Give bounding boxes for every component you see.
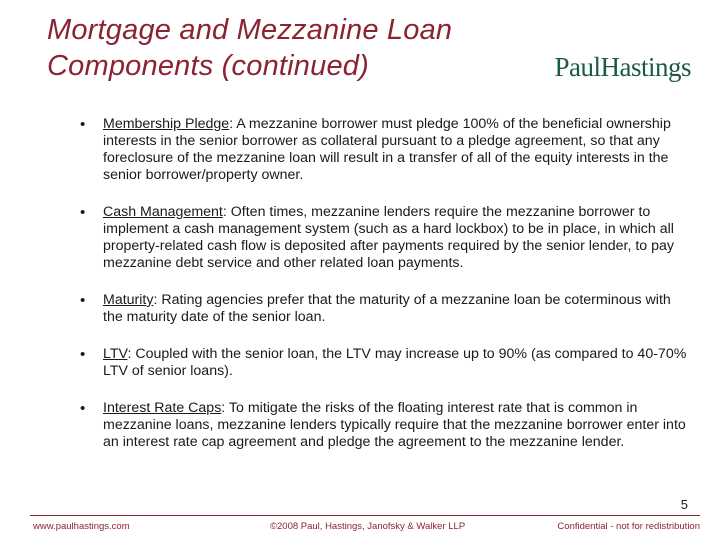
bullet-text: : To mitigate the risks of the floating interest rate that is common in mezzanine loans, mezzanine lenders typically require that the mezzanine borrower enter into an interest rate cap agreement and pledge the agreement to the mezzanine lender. — [103, 400, 686, 450]
bullet-text: : A mezzanine borrower must pledge 100% of the beneficial ownership interests in the senior borrower as collateral pursuant to a pledge agreement, so that any foreclosure of the mezzanine loan will result in a transfer of all of the equity interests in the senior borrower/property owner. — [103, 116, 671, 183]
slide-title — [47, 12, 517, 84]
bullet-term: Maturity — [103, 292, 154, 308]
footer-website: www.paulhastings.com — [33, 521, 130, 532]
title-line-2: Components (continued) — [47, 50, 369, 82]
bullet-dot-icon: • — [80, 116, 86, 133]
bullet-term: Membership Pledge — [103, 116, 230, 132]
footer-copyright: ©2008 Paul, Hastings, Janofsky & Walker LLP — [270, 521, 466, 532]
bullet-membership-pledge — [78, 116, 690, 184]
bullet-dot-icon: • — [80, 204, 86, 221]
footer-divider — [30, 515, 700, 516]
bullet-list — [78, 116, 690, 451]
bullet-term: Interest Rate Caps — [103, 400, 222, 416]
title-line-1: Mortgage and Mezzanine Loan — [47, 14, 453, 46]
bullet-dot-icon: • — [80, 346, 86, 363]
page-number: 5 — [680, 497, 688, 512]
bullet-text: : Coupled with the senior loan, the LTV may increase up to 90% (as compared to 40-70% LTV of senior loans). — [103, 346, 687, 379]
bullet-term: LTV — [103, 346, 128, 362]
bullet-maturity — [78, 292, 690, 326]
paul-hastings-logo: PaulHastings — [554, 52, 691, 82]
bullet-dot-icon: • — [80, 292, 86, 309]
bullet-text: : Often times, mezzanine lenders require the mezzanine borrower to implement a cash management system (such as a hard lockbox) to be in place, in which all property-related cash flow is deposited after payments required by the senior lender, to pay mezzanine debt service and other related loan payments. — [103, 204, 674, 271]
footer-confidential: Confidential - not for redistribution — [557, 521, 700, 532]
bullet-text: : Rating agencies prefer that the maturity of a mezzanine loan be coterminous with the maturity date of the senior loan. — [103, 292, 671, 325]
bullet-cash-management — [78, 204, 690, 272]
bullet-ltv — [78, 346, 690, 380]
bullet-term: Cash Management — [103, 204, 223, 220]
bullet-dot-icon: • — [80, 400, 86, 417]
bullet-interest-rate-caps — [78, 400, 690, 451]
